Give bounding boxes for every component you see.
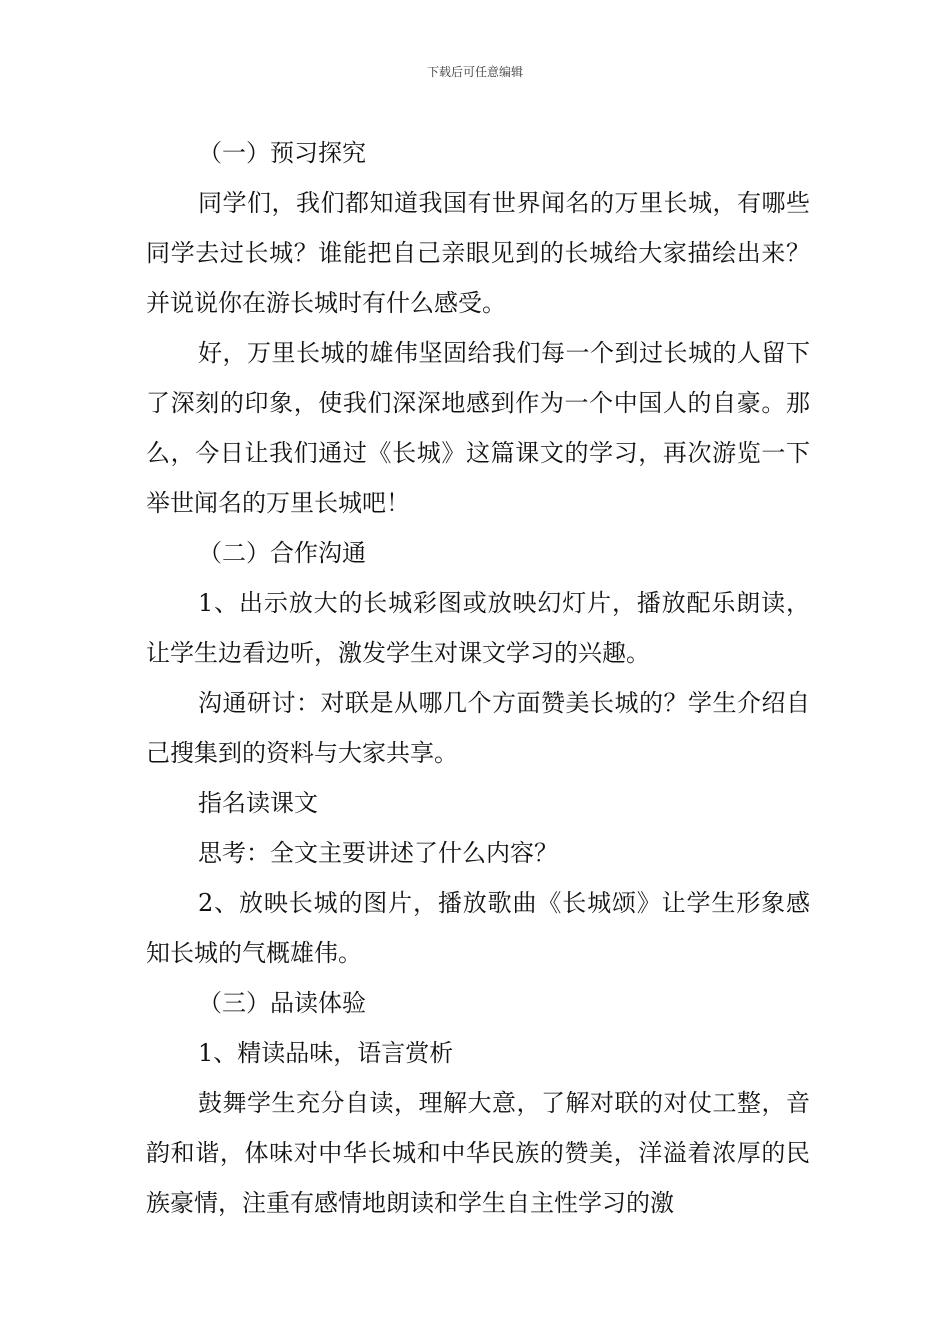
paragraph-step-1-slides: 1、出示放大的长城彩图或放映幻灯片，播放配乐朗读，让学生边看边听，激发学生对课文学习的兴趣。 xyxy=(146,589,810,667)
page-header: 下载后可任意编辑 xyxy=(426,65,523,79)
paragraph-great-wall-impression: 好，万里长城的雄伟坚固给我们每一个到过长城的人留下了深刻的印象，使我们深深地感到作为一个中国人的自豪。那么，今日让我们通过《长城》这篇课文的学习，再次游览一下举世闻名的万里长城吧！ xyxy=(146,339,810,517)
paragraph-intro-question: 同学们，我们都知道我国有世界闻名的万里长城，有哪些同学去过长城？谁能把自己亲眼见到的长城给大家描绘出来？并说说你在游长城时有什么感受。 xyxy=(146,189,810,317)
paragraph-intensive-reading: 1、精读品味，语言赏析 xyxy=(198,1039,454,1067)
paragraph-read-text: 指名读课文 xyxy=(198,789,318,817)
section-heading-reading-experience: （三）品读体验 xyxy=(198,989,366,1017)
section-heading-cooperation: （二）合作沟通 xyxy=(198,539,366,567)
paragraph-step-2-song: 2、放映长城的图片，播放歌曲《长城颂》让学生形象感知长城的气概雄伟。 xyxy=(146,889,810,967)
section-heading-preview: （一）预习探究 xyxy=(198,139,366,167)
paragraph-encourage-reading: 鼓舞学生充分自读，理解大意，了解对联的对仗工整，音韵和谐，体味对中华长城和中华民族的赞美，洋溢着浓厚的民族豪情，注重有感情地朗读和学生自主性学习的激 xyxy=(146,1089,810,1217)
paragraph-discussion: 沟通研讨：对联是从哪几个方面赞美长城的？学生介绍自己搜集到的资料与大家共享。 xyxy=(146,689,810,767)
paragraph-think-question: 思考：全文主要讲述了什么内容？ xyxy=(198,839,558,867)
document-body xyxy=(146,128,810,1228)
